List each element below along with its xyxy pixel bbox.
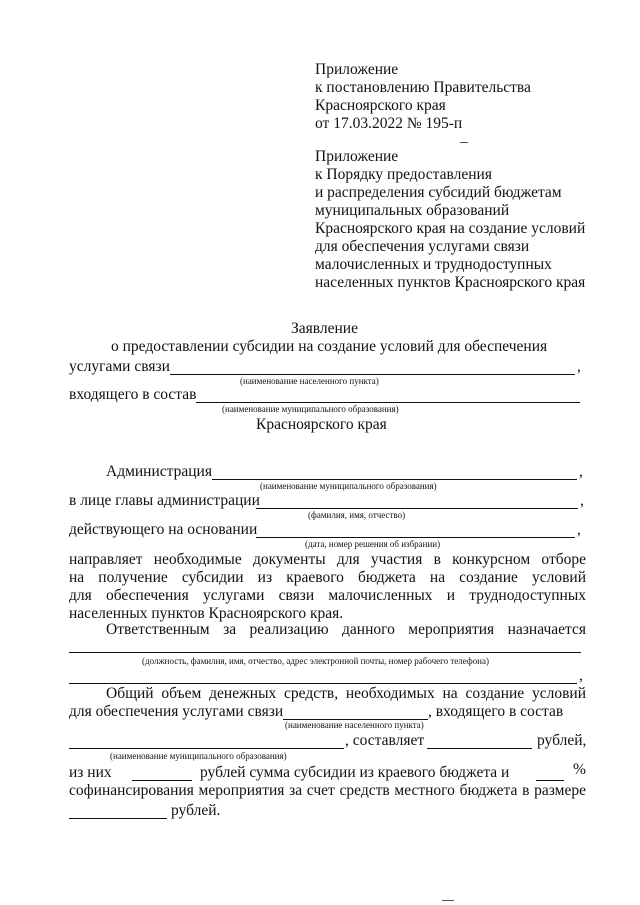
- scan-mark: [442, 900, 454, 901]
- p3-line-3b: рублей,: [537, 732, 587, 749]
- head-name-line: [256, 508, 578, 509]
- annex-line-2: к Порядку предоставления: [315, 166, 492, 183]
- annex-line-7: малочисленных и труднодоступных: [315, 256, 552, 273]
- annex-line-4: муниципальных образований: [315, 202, 510, 219]
- header-line-2: к постановлению Правительства: [315, 79, 531, 96]
- annex-line-8: населенных пунктов Красноярского края: [315, 274, 586, 291]
- header-line-3: Красноярского края: [315, 97, 446, 114]
- annex-line-1: Приложение: [315, 148, 399, 165]
- basis-label: действующего на основании: [69, 521, 258, 538]
- comma: ,: [580, 492, 584, 509]
- annex-line-5: Красноярского края на создание условий: [315, 220, 586, 237]
- p1-line-2: на получение субсидии из краевого бюджета на создание условий: [69, 569, 586, 586]
- p3-line-2a: для обеспечения услугами связи: [69, 703, 284, 720]
- settlement-hint-2: (наименование населенного пункта): [285, 720, 424, 730]
- p3-line-1: Общий объем денежных средств, необходимых на создание условий: [106, 685, 586, 702]
- admin-label: Администрация: [106, 463, 212, 480]
- settlement-name-line: [170, 374, 575, 375]
- total-amount-line: [427, 748, 532, 749]
- p3-line-3a: , составляет: [345, 732, 425, 749]
- p1-line-4: населенных пунктов Красноярского края.: [69, 605, 344, 622]
- local-budget-amount-line: [69, 818, 167, 819]
- p3-line-4b: рублей сумма субсидии из краевого бюджета и: [200, 764, 510, 781]
- head-hint: (фамилия, имя, отчество): [308, 510, 406, 520]
- title-line-3-prefix: входящего в состав: [69, 386, 197, 403]
- comma: ,: [579, 463, 583, 480]
- p2-line-1: Ответственным за реализацию данного мероприятия назначается: [106, 621, 586, 638]
- admin-name-line: [212, 479, 577, 480]
- percent-line: [536, 780, 564, 781]
- municipality-name-line: [196, 402, 580, 403]
- comma: ,: [577, 521, 581, 538]
- municipality-hint-2: (наименование муниципального образования): [110, 751, 287, 761]
- title-line-1: о предоставлении субсидии на создание условий для обеспечения: [111, 338, 548, 355]
- annex-line-3: и распределения субсидий бюджетам: [315, 184, 562, 201]
- responsible-hint: (должность, фамилия, имя, отчество, адрес электронной почты, номер рабочего телефона): [142, 656, 489, 666]
- responsible-line: [69, 652, 581, 653]
- annex-line-6: для обеспечения услугами связи: [315, 238, 530, 255]
- p1-line-1: направляет необходимые документы для участия в конкурсном отборе: [69, 551, 586, 568]
- p1-line-3: для обеспечения услугами связи малочисленных и труднодоступных: [69, 587, 586, 604]
- p3-line-4c: %: [573, 761, 586, 778]
- head-label: в лице главы администрации: [69, 492, 260, 509]
- document-title: Заявление: [291, 320, 358, 337]
- basis-hint: (дата, номер решения об избрании): [305, 539, 441, 549]
- title-line-2-prefix: услугами связи: [69, 358, 170, 375]
- p3-line-5: софинансирования мероприятия за счет средств местного бюджета в размере: [69, 782, 586, 799]
- comma: ,: [579, 667, 583, 684]
- title-line-4: Красноярского края: [256, 416, 387, 433]
- p3-line-6: рублей.: [171, 802, 221, 819]
- basis-line: [256, 537, 575, 538]
- header-line-4: от 17.03.2022 № 195-п: [315, 115, 463, 132]
- scan-mark: [460, 142, 468, 143]
- municipality-hint: (наименование муниципального образования): [222, 404, 399, 414]
- responsible-line-2: [69, 683, 577, 684]
- admin-hint: (наименование муниципального образования): [260, 481, 437, 491]
- settlement-hint: (наименование населенного пункта): [240, 376, 379, 386]
- comma: ,: [577, 358, 581, 375]
- municipality-line-2: [69, 748, 344, 749]
- p3-line-2b: , входящего в состав: [428, 703, 564, 720]
- header-line-1: Приложение: [315, 61, 399, 78]
- subsidy-amount-line: [132, 780, 192, 781]
- p3-line-4a: из них: [69, 764, 112, 781]
